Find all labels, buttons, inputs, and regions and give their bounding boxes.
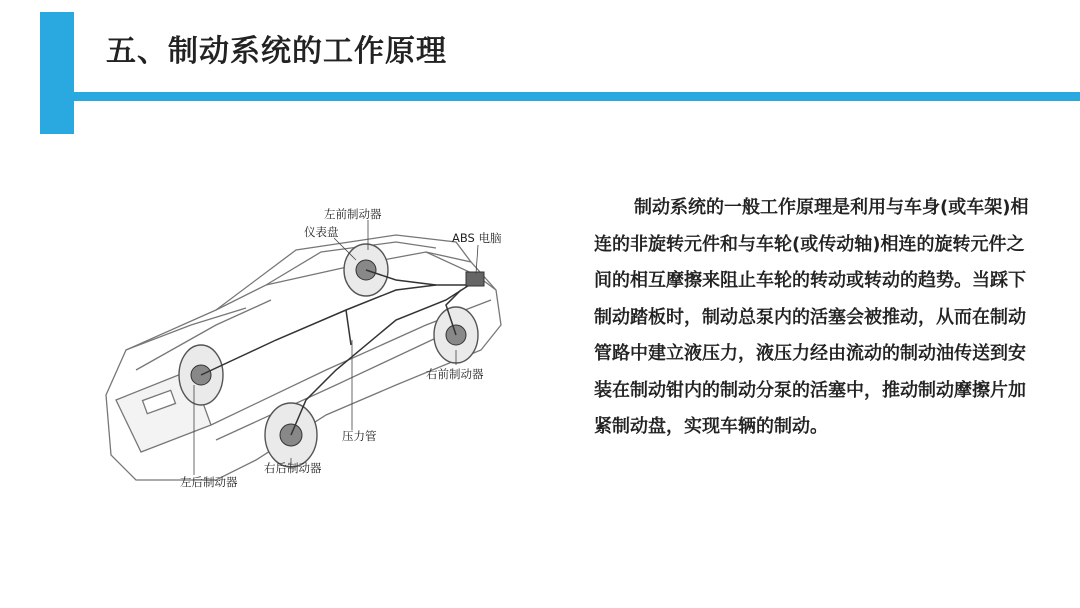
slide-title: 五、制动系统的工作原理 (106, 34, 447, 69)
brake-system-diagram (96, 190, 526, 500)
body-paragraph: 制动系统的一般工作原理是利用与车身(或车架)相连的非旋转元件和与车轮(或传动轴)相连的旋转元件之间的相互摩擦来阻止车轮的转动或转动的趋势。当踩下制动踏板时，制动总泵内的活塞会被推动，从而在制动管路中建立液压力，液压力经由流动的制动油传送到安装在制动钳内的制动分泵的活塞中，推动制动摩擦片加紧制动盘，实现车辆的制动。 (594, 197, 1029, 437)
car-brake-illustration (96, 190, 526, 500)
label-right-front-brake: 右前制动器 (426, 367, 484, 381)
label-left-rear-brake: 左后制动器 (180, 475, 238, 489)
label-instrument-panel: 仪表盘 (304, 225, 339, 239)
title-accent-block (40, 12, 74, 134)
label-right-rear-brake: 右后制动器 (264, 461, 322, 475)
label-pressure-pipe: 压力管 (342, 429, 377, 443)
label-abs-ecu: ABS 电脑 (452, 231, 502, 245)
label-left-front-brake: 左前制动器 (324, 207, 382, 221)
title-accent-line (40, 92, 1080, 101)
